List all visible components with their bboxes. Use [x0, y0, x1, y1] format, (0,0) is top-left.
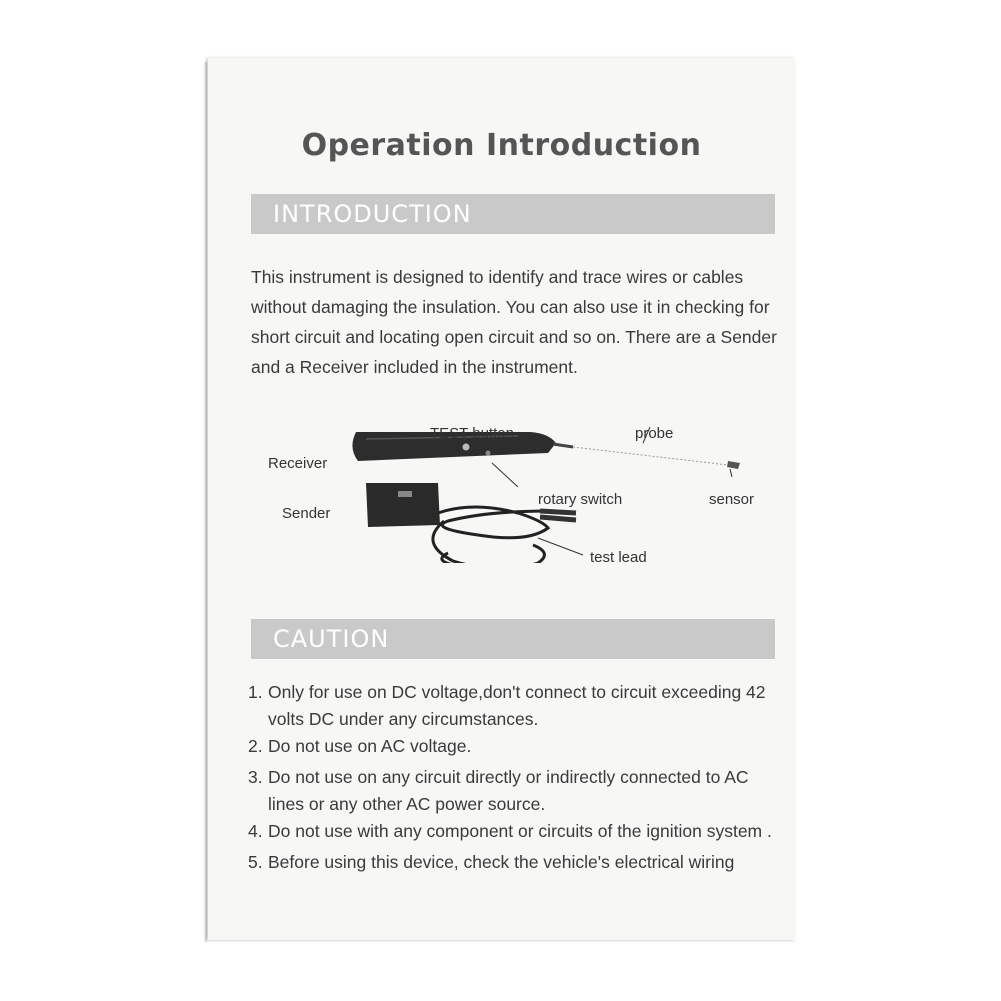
- test-button-icon: [463, 444, 470, 451]
- label-sensor: sensor: [709, 491, 755, 508]
- probe-line: [573, 447, 728, 465]
- caution-item-number: 3.: [248, 767, 263, 787]
- caution-item-number: 1.: [248, 682, 263, 702]
- caution-item: [248, 733, 788, 760]
- instrument-diagram: [248, 403, 768, 566]
- label-test-button: TEST button: [430, 425, 514, 442]
- caution-item: [248, 818, 788, 845]
- caution-item: [248, 679, 788, 733]
- caution-heading-band: [251, 619, 775, 659]
- introduction-paragraph: This instrument is designed to identify and trace wires or cables without damaging the insulation. You can also use it in checking for short circuit and locating open circuit and so on. There are a Sender and a Receiver included in the instrument.: [251, 267, 777, 377]
- test-clip-icon: [540, 511, 576, 513]
- caution-item-text: Do not use with any component or circuits of the ignition system .: [268, 821, 772, 841]
- introduction-heading-band: [251, 194, 775, 234]
- sensor-tip-icon: [727, 461, 740, 469]
- manual-page: [208, 58, 795, 940]
- introduction-heading: INTRODUCTION: [273, 200, 472, 228]
- sender-switch-icon: [398, 491, 412, 497]
- caution-item-text: Do not use on any circuit directly or indirectly connected to AC lines or any other AC power source.: [268, 767, 749, 814]
- label-test-lead: test lead: [590, 549, 647, 566]
- caution-item-text: Do not use on AC voltage.: [268, 736, 472, 756]
- label-receiver: Receiver: [268, 455, 328, 472]
- caution-item-number: 5.: [248, 852, 263, 872]
- caution-item-text: Only for use on DC voltage,don't connect to circuit exceeding 42 volts DC under any circumstances.: [268, 682, 766, 729]
- caution-item-text: Before using this device, check the vehicle's electrical wiring: [268, 852, 735, 872]
- caution-item: [248, 849, 788, 876]
- caution-item-number: 2.: [248, 736, 263, 756]
- test-lead-cable-icon: [438, 507, 548, 538]
- caution-item: [248, 764, 788, 818]
- caution-list: [248, 679, 788, 876]
- page-title: Operation Introduction: [301, 128, 702, 163]
- caution-item-number: 4.: [248, 821, 263, 841]
- label-rotary-switch: rotary switch: [538, 491, 623, 508]
- rotary-switch-icon: [486, 451, 491, 456]
- caution-heading: CAUTION: [273, 625, 390, 653]
- sender-box-icon: [366, 483, 440, 527]
- label-probe: probe: [635, 425, 674, 442]
- label-sender: Sender: [282, 505, 331, 522]
